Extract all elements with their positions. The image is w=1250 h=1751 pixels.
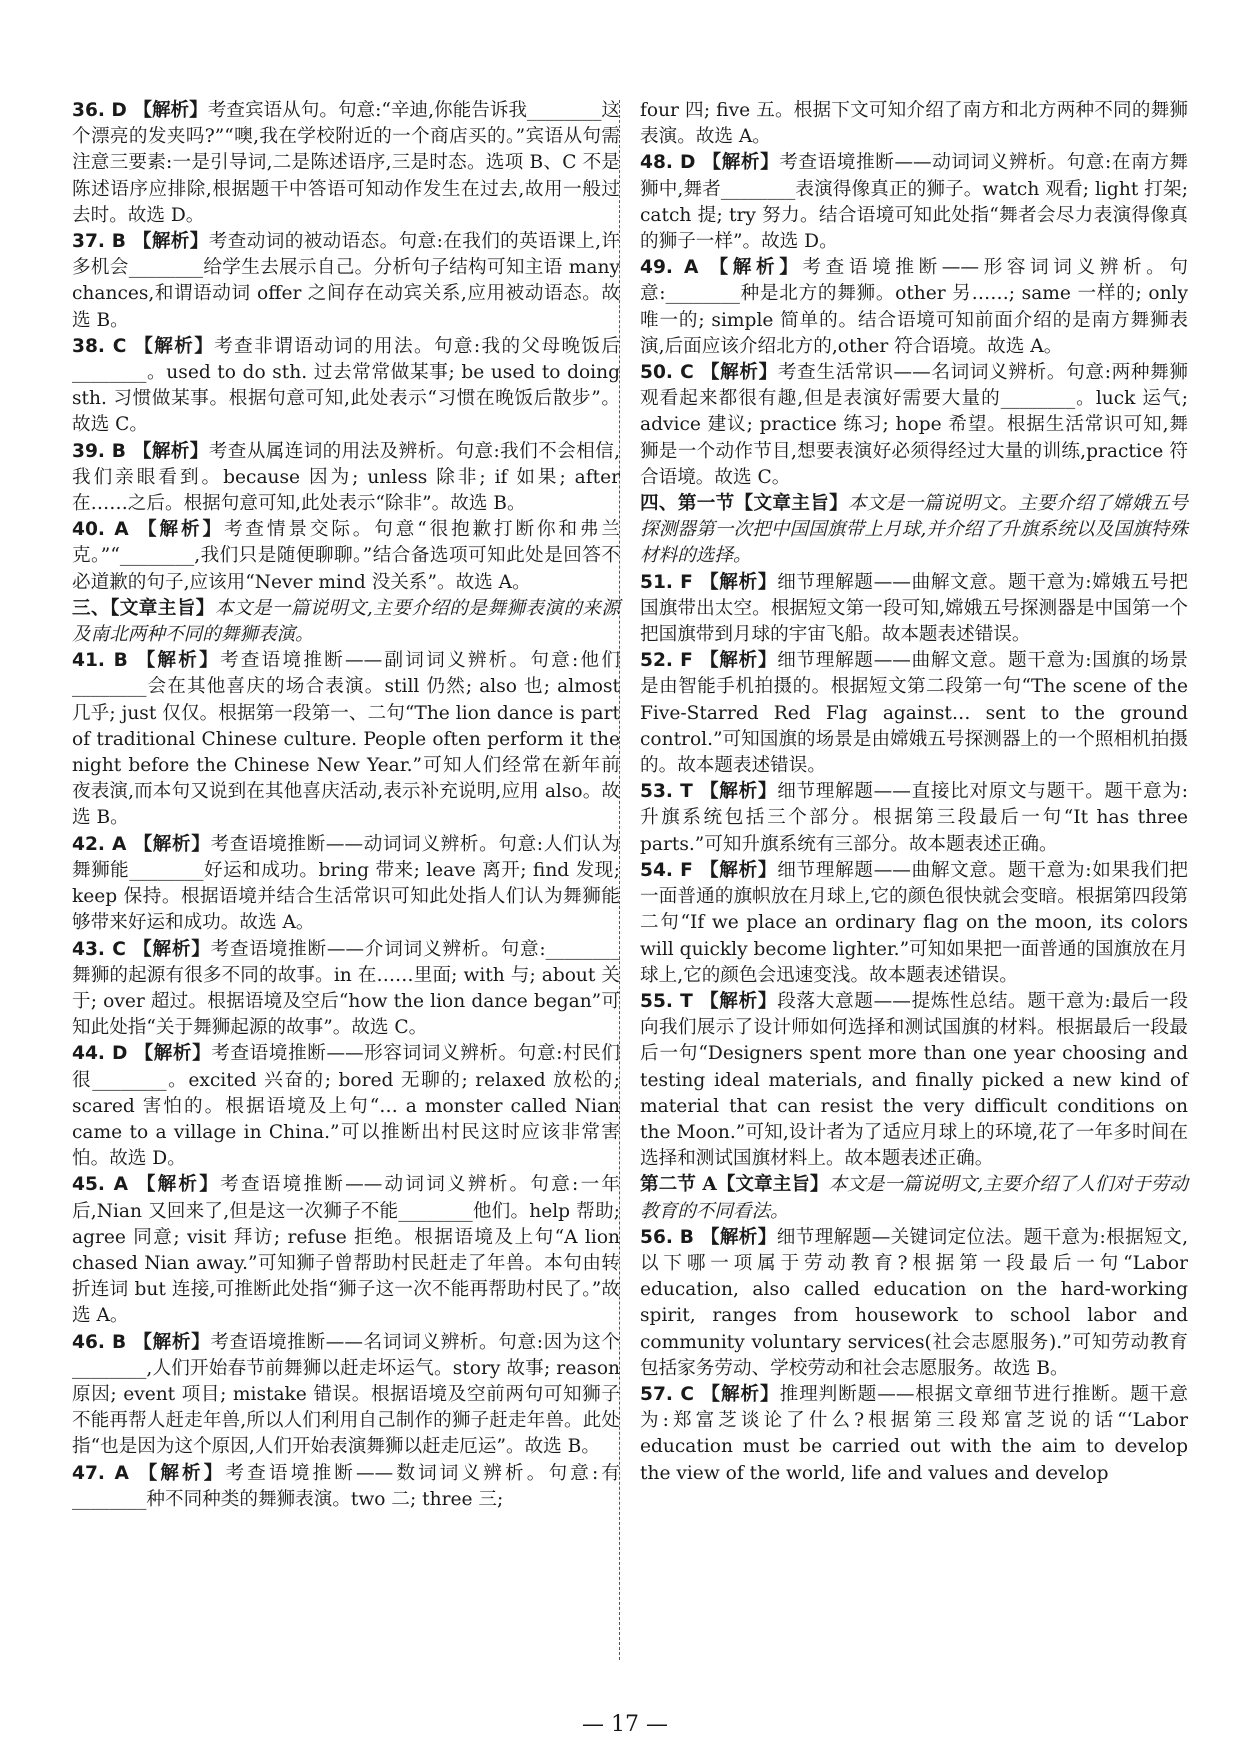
answer-item [640, 360, 1188, 491]
analysis-tag: 【解析】 [700, 859, 778, 881]
analysis-tag: 【解析】 [138, 1462, 226, 1484]
answer-number: 54. F [640, 859, 700, 881]
answer-item [640, 989, 1188, 1172]
left-column [72, 98, 620, 1513]
answer-item [640, 570, 1188, 649]
answer-item [72, 1330, 620, 1461]
answer-text: 考查语境推断——数词词义辨析。句意:有________种不同种类的舞狮表演。two 二; three 三; [72, 1462, 620, 1510]
answer-item [72, 229, 620, 334]
answer-text: 考查情景交际。句意“很抱歉打断你和弗兰克。”“________,我们只是随便聊聊。”结合备选项可知此处是回答不必道歉的句子,应该用“Never mind 没关系”。故选 A。 [72, 519, 620, 593]
answer-text: 推理判断题——根据文章细节进行推断。题干意为:郑富芝谈论了什么?根据第三段郑富芝说的话“‘Labor education must be carried out with the aim to develop the view of the world, life and values and develop [640, 1383, 1188, 1484]
column-divider [619, 100, 620, 1660]
answer-text: 细节理解题——直接比对原文与题干。题干意为:升旗系统包括三个部分。根据第三段最后一句“It has three parts.”可知升旗系统有三部分。故本题表述正确。 [640, 781, 1188, 855]
answer-item [72, 937, 620, 1042]
analysis-tag: 【解析】 [700, 362, 778, 384]
answer-text: 考查语境推断——介词词义辨析。句意:________舞狮的起源有很多不同的故事。in 在……里面; with 与; about 关于; over 超过。根据语境及空后“how the lion dance began”可知此处指“关于舞狮起源的故事”。故选 C。 [72, 938, 620, 1039]
analysis-tag: 【解析】 [700, 571, 778, 593]
answer-text: 考查语境推断——形容词词义辨析。句意:________种是北方的舞狮。other 另……; same 一样的; only 唯一的; simple 简单的。结合语境可知前面介绍的是南方舞狮表演,后面应该介绍北方的,other 符合语境。故选 A。 [640, 257, 1188, 357]
answer-number: 42. A [72, 833, 134, 855]
answer-number: 56. B [640, 1226, 701, 1248]
answer-item [72, 1041, 620, 1172]
answer-text: 考查语境推断——动词词义辨析。句意:人们认为舞狮能________好运和成功。bring 带来; leave 离开; find 发现; keep 保持。根据语境并结合生活常识可知此处指人们认为舞狮能够带来好运和成功。故选 A。 [72, 833, 620, 934]
analysis-tag: 【解析】 [134, 335, 215, 357]
answer-number: 51. F [640, 571, 700, 593]
answer-number: 40. A [72, 519, 139, 541]
answer-number: 46. B [72, 1331, 134, 1353]
answer-item [72, 1172, 620, 1329]
answer-number: 57. C [640, 1383, 702, 1405]
answer-text: 考查从属连词的用法及辨析。句意:我们不会相信,我们亲眼看到。because 因为; unless 除非; if 如果; after 在……之后。根据句意可知,此处表示“除非”。故选 B。 [72, 440, 620, 515]
answer-text: 考查语境推断——动词词义辨析。句意:在南方舞狮中,舞者________表演得像真正的狮子。watch 观看; light 打架; catch 提; try 努力。结合语境可知此处指“舞者会尽力表演得像真的狮子一样”。故选 D。 [640, 152, 1188, 253]
section-text: 本文是一篇说明文。主要介绍了嫦娥五号探测器第一次把中国国旗带上月球,并介绍了升旗系统以及国旗特殊材料的选择。 [640, 493, 1188, 567]
section-label: 第二节 A【文章主旨】 [640, 1174, 829, 1196]
analysis-tag: 【解析】 [136, 650, 220, 672]
answer-text: 细节理解题——曲解文意。题干意为:嫦娥五号把国旗带出太空。根据短文第一段可知,嫦娥五号探测器是中国第一个把国旗带到月球的宇宙飞船。故本题表述错误。 [640, 571, 1188, 646]
answer-item [72, 832, 620, 937]
answer-text: 考查动词的被动语态。句意:在我们的英语课上,许多机会________给学生去展示自己。分析句子结构可知主语 many chances,和谓语动词 offer 之间存在动宾关系,应用被动语态。故选 B。 [72, 231, 620, 331]
answer-number: 41. B [72, 650, 137, 672]
answer-text: 考查非谓语动词的用法。句意:我的父母晚饭后________。used to do sth. 过去常常做某事; be used to doing sth. 习惯做某事。根据句意可知,此处表示“习惯在晚饭后散步”。故选 C。 [72, 335, 620, 436]
answer-text: 段落大意题——提炼性总结。题干意为:最后一段向我们展示了设计师如何选择和测试国旗的材料。根据最后一段最后一句“Designers spent more than one year choosing and testing ideal materials, and finally picked a new kind of material that can resist the very difficult conditions on the Moon.”可知,设计者为了适应月球上的环境,花了一年多时间在选择和测试国旗材料上。故本题表述正确。 [640, 990, 1188, 1170]
answer-text: 考查宾语从句。句意:“辛迪,你能告诉我________这个漂亮的发夹吗?”“噢,我在学校附近的一个商店买的。”宾语从句需注意三要素:一是引导词,二是陈述语序,三是时态。选项 B、C 不是陈述语序应排除,根据题干中答语可知动作发生在过去,故用一般过去时。故选 D。 [72, 100, 620, 226]
answer-item [640, 858, 1188, 989]
answer-text: 考查语境推断——名词词义辨析。句意:因为这个________,人们开始春节前舞狮以赶走坏运气。story 故事; reason 原因; event 项目; mistake 错误。根据语境及空前两句可知狮子不能再帮人赶走年兽,所以人们利用自己制作的狮子赶走年兽。此处指“也是因为这个原因,人们开始表演舞狮以赶走厄运”。故选 B。 [72, 1331, 620, 1458]
answer-item [640, 1382, 1188, 1487]
section-label: 三、【文章主旨】 [72, 597, 215, 619]
answer-item [72, 648, 620, 831]
answer-text: 考查语境推断——动词词义辨析。句意:一年后,Nian 又回来了,但是这一次狮子不能________他们。help 帮助; agree 同意; visit 拜访; refuse 拒绝。根据语境及上句“A lion chased Nian away.”可知狮子曾帮助村民赶走了年兽。本句由转折连词 but 连接,可推断此处指“狮子这一次不能再帮助村民了。”故选 A。 [72, 1174, 620, 1327]
answer-number: 47. A [72, 1462, 139, 1484]
answer-text: 细节理解题——曲解文意。题干意为:国旗的场景是由智能手机拍摄的。根据短文第二段第一句“The scene of the Five-Starred Red Flag against… sent to the ground control.”可知国旗的场景是由嫦娥五号探测器上的一个照相机拍摄的。故本题表述错误。 [640, 650, 1188, 777]
answer-number: 55. T [640, 990, 700, 1012]
answer-item [72, 517, 620, 596]
answer-text: 考查语境推断——形容词词义辨析。句意:村民们很________。excited 兴奋的; bored 无聊的; relaxed 放松的; scared 害怕的。根据语境及上句“… a monster called Nian came to a village in China.”可以推断出村民这时应该非常害怕。故选 D。 [72, 1043, 620, 1170]
answer-item [640, 648, 1188, 779]
analysis-tag: 【解析】 [132, 440, 209, 462]
answer-number: 39. B [72, 440, 133, 462]
analysis-tag: 【解析】 [133, 1331, 211, 1353]
answer-item [640, 150, 1188, 255]
analysis-tag: 【解析】 [700, 1226, 777, 1248]
section-summary [72, 596, 620, 648]
analysis-tag: 【解析】 [138, 519, 224, 541]
analysis-tag: 【解析】 [133, 100, 208, 121]
analysis-tag: 【解析】 [133, 833, 211, 855]
analysis-tag: 【解析】 [134, 1043, 212, 1065]
analysis-tag: 【解析】 [700, 650, 778, 672]
analysis-tag: 【解析】 [699, 990, 778, 1012]
answer-text: 考查生活常识——名词词义辨析。句意:两种舞狮观看起来都很有趣,但是表演好需要大量的________。luck 运气; advice 建议; practice 练习; hope 希望。根据生活常识可知,舞狮是一个动作节目,想要表演好必须得经过大量的训练,practice 符合语境。故选 C。 [640, 362, 1188, 488]
answer-number: 38. C [72, 335, 135, 357]
analysis-tag: 【解析】 [136, 1174, 221, 1196]
section-summary [640, 1172, 1188, 1224]
analysis-tag: 【解析】 [702, 152, 780, 174]
answer-number: 48. D [640, 152, 703, 174]
answer-text: 考查语境推断——副词词义辨析。句意:他们________会在其他喜庆的场合表演。still 仍然; also 也; almost 几乎; just 仅仅。根据第一段第一、二句“The lion dance is part of traditional Chinese culture. People often perform it the night before the Chinese New Year.”可知人们经常在新年前夜表演,而本句又说到在其他喜庆活动,表示补充说明,应用 also。故选 B。 [72, 650, 620, 829]
section-text: 本文是一篇说明文,主要介绍的是舞狮表演的来源及南北两种不同的舞狮表演。 [72, 597, 620, 646]
answer-item [640, 1225, 1188, 1382]
answer-number: 53. T [640, 781, 700, 803]
section-summary [640, 491, 1188, 570]
section-text: 本文是一篇说明文,主要介绍了人们对于劳动教育的不同看法。 [640, 1174, 1188, 1222]
answer-number: 44. D [72, 1043, 135, 1065]
answer-number: 52. F [640, 650, 700, 672]
analysis-tag: 【解析】 [133, 938, 211, 960]
answer-text: 细节理解题—关键词定位法。题干意为:根据短文,以下哪一项属于劳动教育?根据第一段最后一句“Labor education, also called education on the hard-working spirit, ranges from housework to school labor and community voluntary services(社会志愿服务).”可知劳动教育包括家务劳动、学校劳动和社会志愿服务。故选 B。 [640, 1226, 1188, 1379]
answer-item [72, 98, 620, 229]
answer-number: 45. A [72, 1174, 137, 1196]
answer-number: 36. D [72, 100, 134, 121]
answer-number: 49. A [640, 257, 710, 279]
answer-item [640, 255, 1188, 360]
answer-item [72, 1461, 620, 1513]
answer-number: 50. C [640, 362, 701, 384]
answer-item [72, 334, 620, 439]
analysis-tag: 【解析】 [701, 1383, 780, 1405]
answer-number: 37. B [72, 231, 133, 253]
answer-item [72, 439, 620, 518]
analysis-tag: 【解析】 [699, 781, 778, 803]
analysis-tag: 【解析】 [132, 231, 209, 253]
answer-number: 43. C [72, 938, 134, 960]
answer-continuation: four 四; five 五。根据下文可知介绍了南方和北方两种不同的舞狮表演。故选 A。 [640, 100, 1188, 148]
answer-text: 细节理解题——曲解文意。题干意为:如果我们把一面普通的旗帜放在月球上,它的颜色很快就会变暗。根据第四段第二句“If we place an ordinary flag on the moon, its colors will quickly become lighter.”可知如果把一面普通的国旗放在月球上,它的颜色会迅速变浅。故本题表述错误。 [640, 859, 1189, 986]
answer-item [640, 779, 1188, 858]
analysis-tag: 【解析】 [709, 257, 803, 279]
page-number: — 17 — [582, 1712, 668, 1737]
right-column [640, 98, 1188, 1487]
section-label: 四、第一节【文章主旨】 [640, 493, 848, 515]
